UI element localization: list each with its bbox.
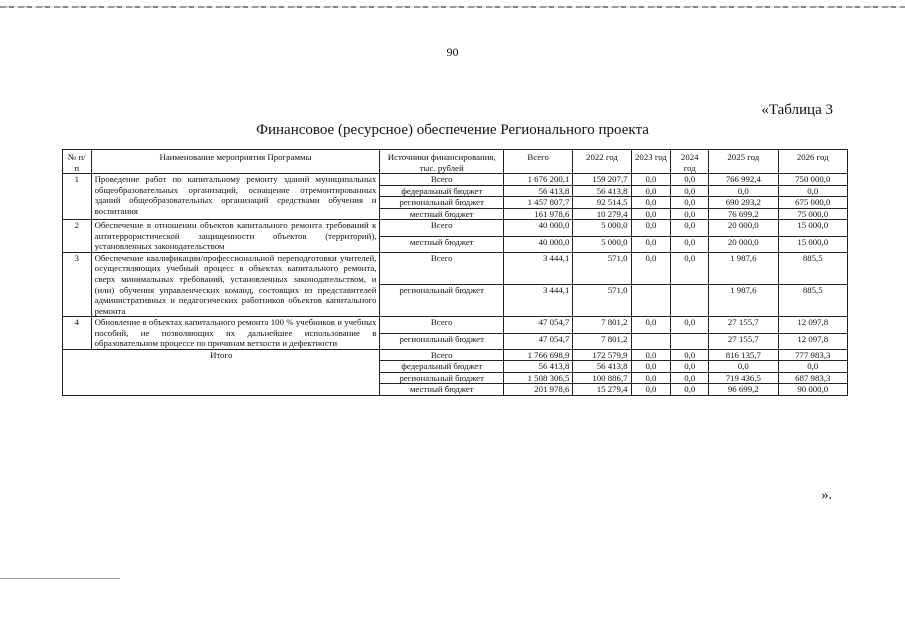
amount-y2025: 719 436,5 bbox=[709, 372, 778, 384]
amount-y2026: 777 983,3 bbox=[778, 349, 847, 361]
amount-y2024 bbox=[671, 333, 709, 349]
funding-source: Всего bbox=[380, 349, 504, 361]
funding-source: местный бюджет bbox=[380, 208, 504, 220]
funding-source: Всего bbox=[380, 220, 504, 236]
amount-y2023 bbox=[631, 285, 671, 317]
amount-y2024: 0,0 bbox=[671, 174, 709, 186]
header-nn: № п/п bbox=[63, 150, 92, 174]
amount-y2026: 687 983,3 bbox=[778, 372, 847, 384]
activity-name: Обеспечение квалификации/профессиональной переподготовки учителей, осуществляющих учебный процесс в объектах капитального ремонта, сверх минимальных требований, установленных законодательством, и (или) обучения управленческих команд, состоящих из представителей административных и педагогических работников объектов капитального ремонта bbox=[91, 252, 380, 316]
table-body bbox=[63, 174, 848, 396]
header-source: Источники финансирования, тыс. рублей bbox=[380, 150, 504, 174]
funding-source: федеральный бюджет bbox=[380, 185, 504, 197]
funding-source: региональный бюджет bbox=[380, 197, 504, 209]
amount-y2025: 1 987,6 bbox=[709, 252, 778, 284]
amount-y2025: 27 155,7 bbox=[709, 317, 778, 333]
amount-y2022: 56 413,8 bbox=[573, 361, 631, 373]
amount-total: 201 978,6 bbox=[503, 384, 572, 396]
amount-y2025: 20 000,0 bbox=[709, 220, 778, 236]
header-2026: 2026 год bbox=[778, 150, 847, 174]
amount-y2024: 0,0 bbox=[671, 185, 709, 197]
amount-y2024: 0,0 bbox=[671, 372, 709, 384]
table-title: Финансовое (ресурсное) обеспечение Регионального проекта bbox=[256, 122, 649, 138]
amount-y2022: 7 801,2 bbox=[573, 317, 631, 333]
amount-y2024: 0,0 bbox=[671, 252, 709, 284]
funding-source: федеральный бюджет bbox=[380, 361, 504, 373]
funding-source: местный бюджет bbox=[380, 236, 504, 252]
header-2022: 2022 год bbox=[573, 150, 631, 174]
table-row bbox=[63, 174, 848, 186]
amount-y2026: 15 000,0 bbox=[778, 236, 847, 252]
amount-y2022: 571,0 bbox=[573, 252, 631, 284]
amount-y2023: 0,0 bbox=[631, 361, 671, 373]
amount-y2026: 0,0 bbox=[778, 185, 847, 197]
amount-y2024: 0,0 bbox=[671, 197, 709, 209]
financing-table bbox=[62, 149, 848, 396]
amount-y2025: 0,0 bbox=[709, 361, 778, 373]
table-row bbox=[63, 252, 848, 284]
amount-y2023: 0,0 bbox=[631, 220, 671, 236]
amount-total: 161 978,6 bbox=[503, 208, 572, 220]
amount-y2024: 0,0 bbox=[671, 236, 709, 252]
amount-y2025: 0,0 bbox=[709, 185, 778, 197]
amount-y2026: 750 000,0 bbox=[778, 174, 847, 186]
amount-y2026: 12 097,8 bbox=[778, 317, 847, 333]
amount-y2025: 1 987,6 bbox=[709, 285, 778, 317]
amount-y2025: 766 992,4 bbox=[709, 174, 778, 186]
amount-y2026: 12 097,8 bbox=[778, 333, 847, 349]
amount-y2023: 0,0 bbox=[631, 317, 671, 333]
end-quote-mark: ». bbox=[821, 488, 832, 503]
table-row bbox=[63, 220, 848, 236]
amount-total: 56 413,8 bbox=[503, 185, 572, 197]
funding-source: региональный бюджет bbox=[380, 333, 504, 349]
amount-y2022: 15 279,4 bbox=[573, 384, 631, 396]
amount-total: 47 054,7 bbox=[503, 333, 572, 349]
funding-source: местный бюджет bbox=[380, 384, 504, 396]
amount-y2023: 0,0 bbox=[631, 372, 671, 384]
amount-y2023: 0,0 bbox=[631, 208, 671, 220]
header-name: Наименование мероприятия Программы bbox=[91, 150, 380, 174]
amount-total: 1 457 807,7 bbox=[503, 197, 572, 209]
amount-y2022: 172 579,9 bbox=[573, 349, 631, 361]
table-label: «Таблица 3 bbox=[761, 102, 833, 118]
table-row bbox=[63, 317, 848, 333]
page-number: 90 bbox=[446, 45, 459, 59]
amount-y2025: 96 699,2 bbox=[709, 384, 778, 396]
activity-name: Обеспечение в отношении объектов капитального ремонта требований к антитеррористической защищенности объектов (территорий), установленных законодательством bbox=[91, 220, 380, 253]
amount-y2024: 0,0 bbox=[671, 384, 709, 396]
amount-total: 56 413,8 bbox=[503, 361, 572, 373]
amount-y2025: 76 699,2 bbox=[709, 208, 778, 220]
amount-y2022: 571,0 bbox=[573, 285, 631, 317]
amount-total: 3 444,1 bbox=[503, 252, 572, 284]
header-2025: 2025 год bbox=[709, 150, 778, 174]
amount-y2022: 10 279,4 bbox=[573, 208, 631, 220]
scan-edge-top bbox=[0, 6, 905, 8]
amount-y2023 bbox=[631, 333, 671, 349]
amount-y2026: 675 000,0 bbox=[778, 197, 847, 209]
funding-source: региональный бюджет bbox=[380, 372, 504, 384]
amount-y2026: 90 000,0 bbox=[778, 384, 847, 396]
amount-total: 40 000,0 bbox=[503, 220, 572, 236]
amount-y2024: 0,0 bbox=[671, 208, 709, 220]
activity-name: Обновление в объектах капитального ремонта 100 % учебников и учебных пособий, не позволяющих их дальнейшее использование в образовательном процессе по причинам ветхости и дефектности bbox=[91, 317, 380, 350]
amount-y2023: 0,0 bbox=[631, 185, 671, 197]
amount-total: 47 054,7 bbox=[503, 317, 572, 333]
amount-y2024: 0,0 bbox=[671, 349, 709, 361]
amount-y2022: 92 514,5 bbox=[573, 197, 631, 209]
amount-y2025: 27 155,7 bbox=[709, 333, 778, 349]
amount-y2025: 20 000,0 bbox=[709, 236, 778, 252]
amount-y2022: 7 801,2 bbox=[573, 333, 631, 349]
header-total: Всего bbox=[503, 150, 572, 174]
amount-y2023: 0,0 bbox=[631, 349, 671, 361]
funding-source: региональный бюджет bbox=[380, 285, 504, 317]
amount-y2024: 0,0 bbox=[671, 361, 709, 373]
amount-y2024 bbox=[671, 285, 709, 317]
amount-total: 1 676 200,1 bbox=[503, 174, 572, 186]
amount-total: 1 508 306,5 bbox=[503, 372, 572, 384]
funding-source: Всего bbox=[380, 252, 504, 284]
amount-y2022: 5 000,0 bbox=[573, 220, 631, 236]
amount-y2023: 0,0 bbox=[631, 236, 671, 252]
amount-y2022: 5 000,0 bbox=[573, 236, 631, 252]
row-number: 1 bbox=[63, 174, 92, 220]
amount-total: 3 444,1 bbox=[503, 285, 572, 317]
activity-name: Проведение работ по капитальному ремонту зданий муниципальных общеобразовательных организаций, оснащение отремонтированных зданий общеобразовательных организаций средствами обучения и воспитания bbox=[91, 174, 380, 220]
amount-y2022: 100 886,7 bbox=[573, 372, 631, 384]
totals-label: Итого bbox=[63, 349, 380, 395]
row-number: 3 bbox=[63, 252, 92, 316]
amount-total: 40 000,0 bbox=[503, 236, 572, 252]
totals-row bbox=[63, 349, 848, 361]
amount-y2026: 885,5 bbox=[778, 285, 847, 317]
row-number: 2 bbox=[63, 220, 92, 253]
amount-y2025: 690 293,2 bbox=[709, 197, 778, 209]
amount-y2023: 0,0 bbox=[631, 174, 671, 186]
amount-y2024: 0,0 bbox=[671, 317, 709, 333]
row-number: 4 bbox=[63, 317, 92, 350]
amount-y2026: 15 000,0 bbox=[778, 220, 847, 236]
header-row bbox=[63, 150, 848, 174]
funding-source: Всего bbox=[380, 174, 504, 186]
amount-y2022: 159 207,7 bbox=[573, 174, 631, 186]
header-2023: 2023 год bbox=[631, 150, 671, 174]
amount-y2025: 816 135,7 bbox=[709, 349, 778, 361]
header-2024: 2024 год bbox=[671, 150, 709, 174]
scan-edge-bottom bbox=[0, 578, 120, 579]
amount-y2024: 0,0 bbox=[671, 220, 709, 236]
amount-y2023: 0,0 bbox=[631, 252, 671, 284]
amount-y2026: 885,5 bbox=[778, 252, 847, 284]
amount-total: 1 766 698,9 bbox=[503, 349, 572, 361]
amount-y2026: 75 000,0 bbox=[778, 208, 847, 220]
amount-y2022: 56 413,8 bbox=[573, 185, 631, 197]
amount-y2023: 0,0 bbox=[631, 384, 671, 396]
funding-source: Всего bbox=[380, 317, 504, 333]
amount-y2026: 0,0 bbox=[778, 361, 847, 373]
amount-y2023: 0,0 bbox=[631, 197, 671, 209]
